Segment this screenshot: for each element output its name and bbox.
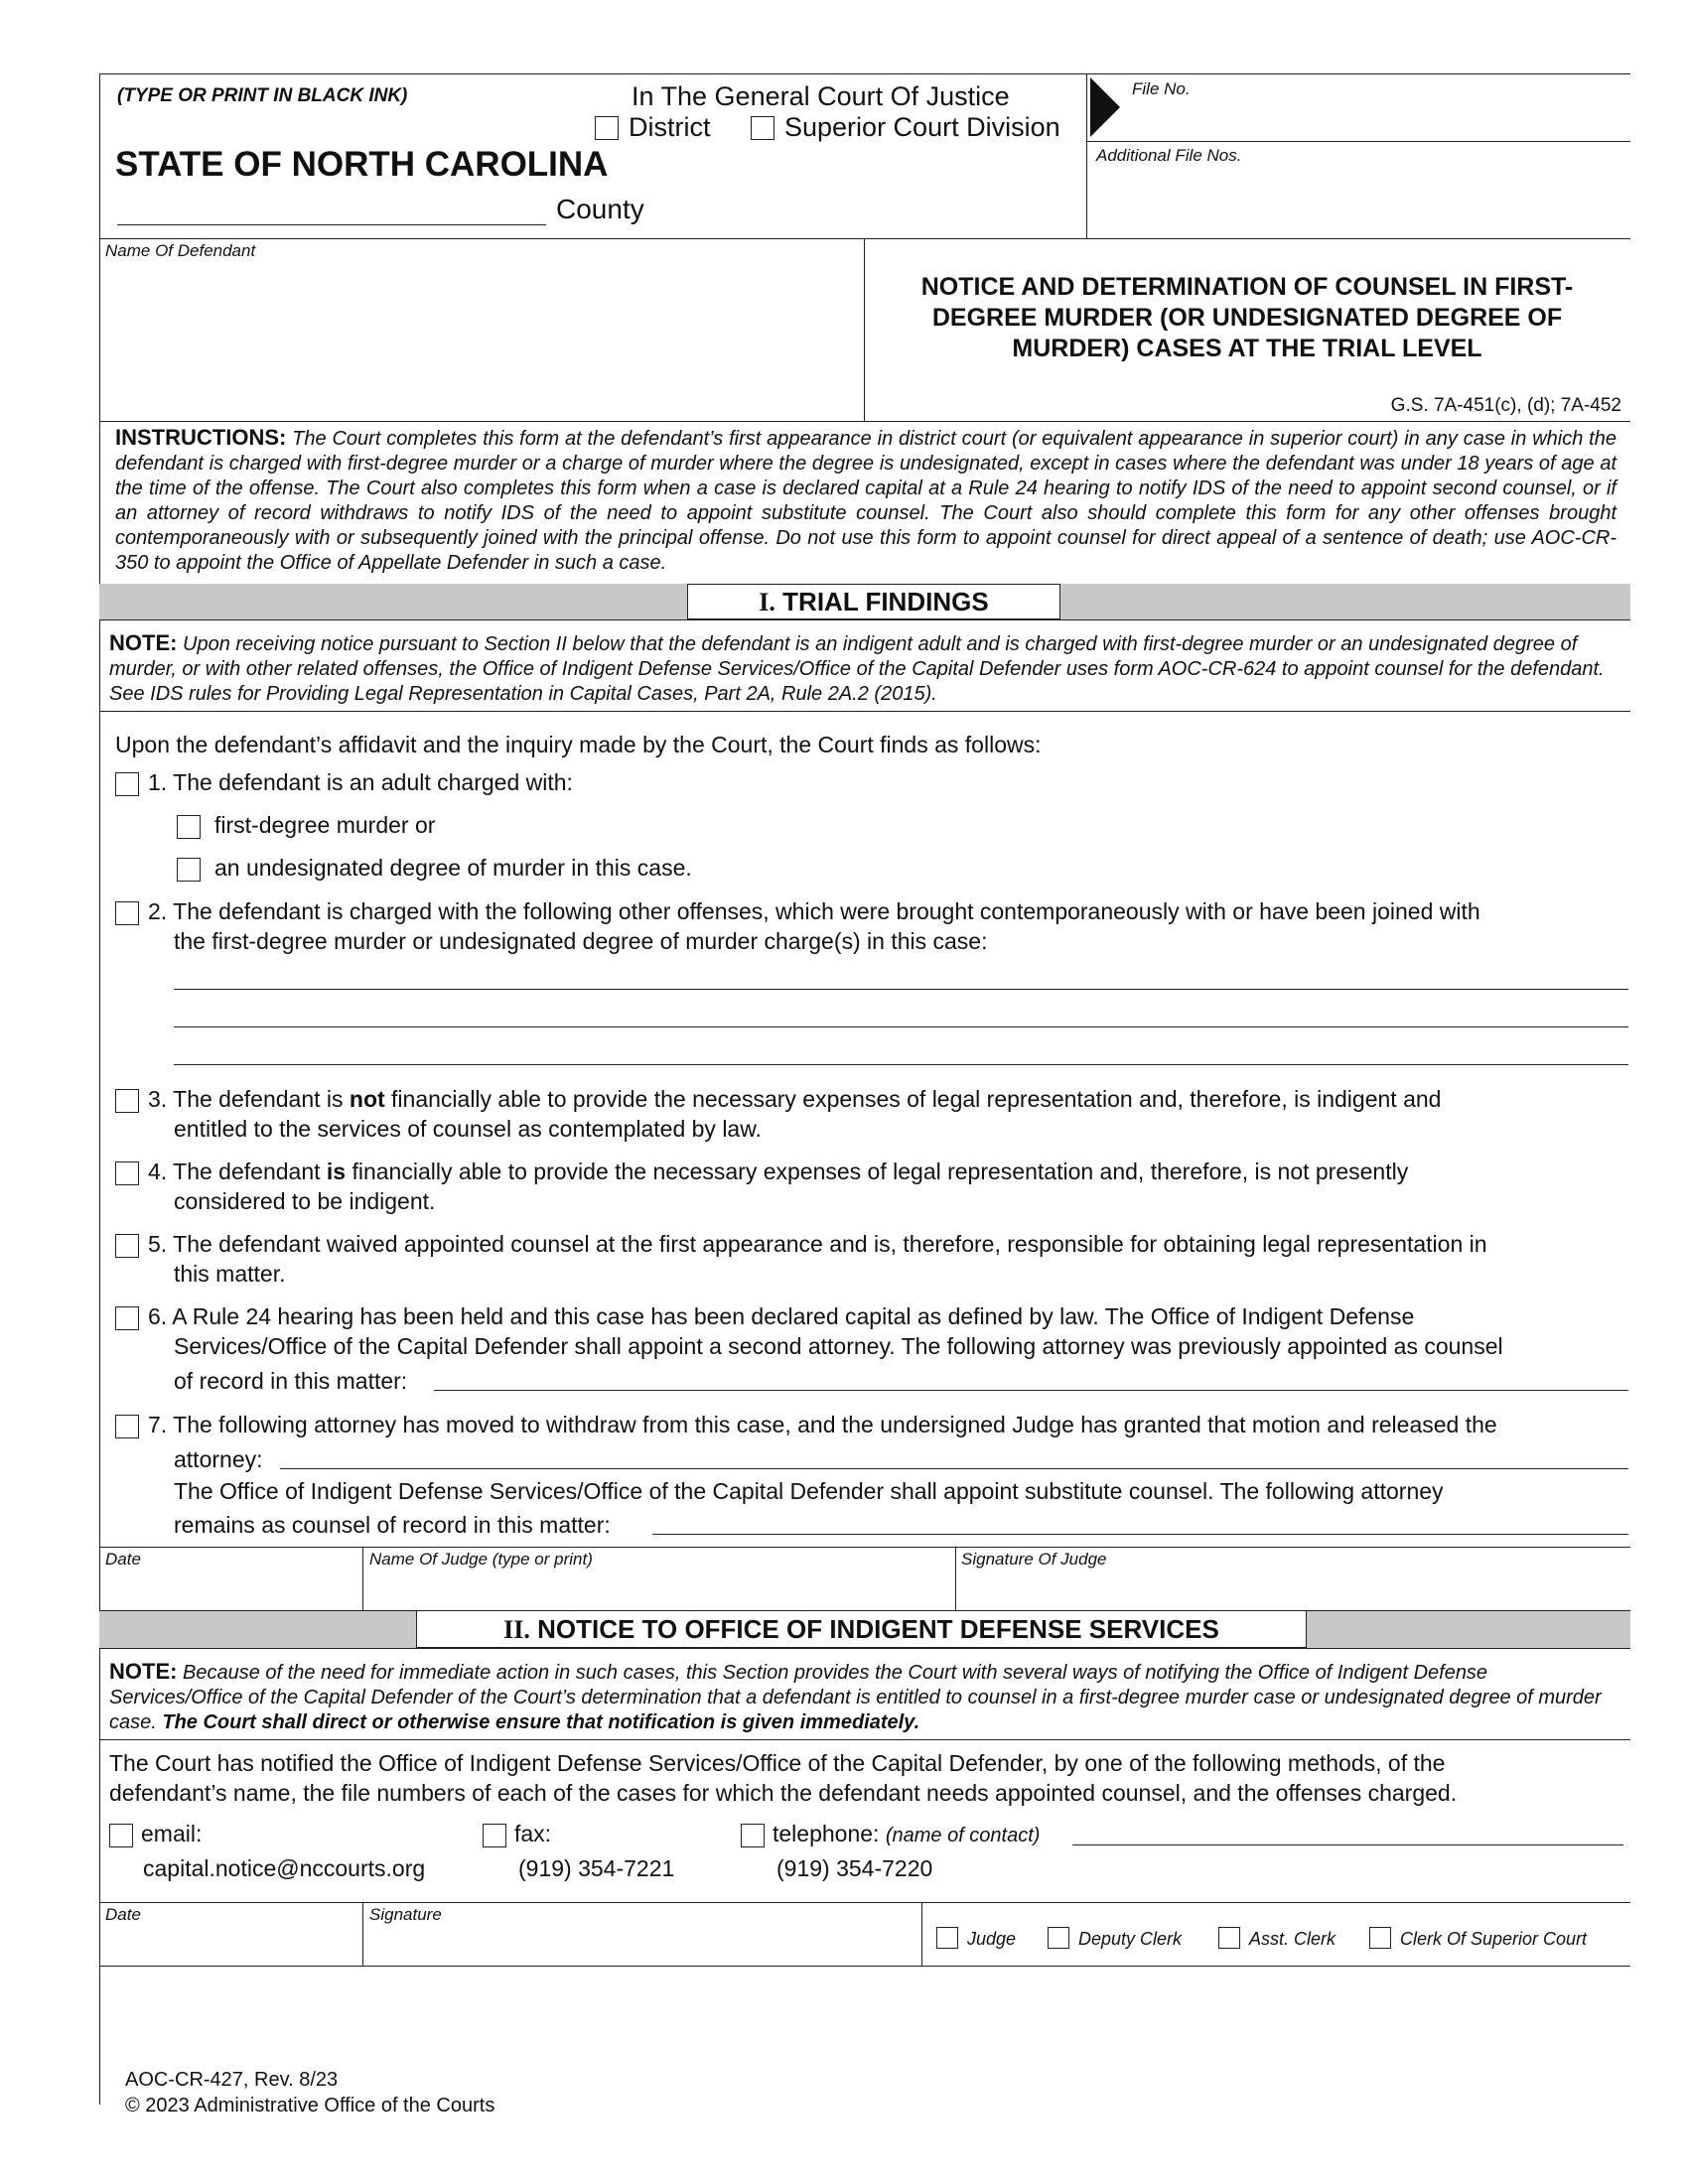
finding-4-post: financially able to provide the necessary expenses of legal representation and, therefore, is not presently <box>346 1159 1409 1184</box>
finding-4-checkbox[interactable] <box>115 1161 139 1185</box>
finding-5-checkbox[interactable] <box>115 1234 139 1258</box>
finding-6-line3: of record in this matter: <box>174 1368 408 1394</box>
first-degree-label: first-degree murder or <box>214 812 436 838</box>
finding-1-checkbox[interactable] <box>115 772 139 796</box>
deputy-clerk-label: Deputy Clerk <box>1078 1929 1183 1949</box>
judge-signature-label: Signature Of Judge <box>961 1550 1107 1569</box>
findings-intro: Upon the defendant’s affidavit and the inquiry made by the Court, the Court finds as follows: <box>115 732 1042 757</box>
additional-file-nos-input[interactable] <box>1096 169 1622 234</box>
finding-3-line2: entitled to the services of counsel as contemplated by law. <box>174 1116 762 1142</box>
fax-label: fax: <box>514 1821 552 1846</box>
signature-label: Signature <box>369 1905 442 1924</box>
judge-label: Judge <box>967 1929 1017 1949</box>
finding-2-checkbox[interactable] <box>115 901 139 925</box>
telephone-label-text: telephone: <box>773 1821 880 1846</box>
judge-name-label: Name Of Judge (type or print) <box>369 1550 593 1569</box>
finding-2-line1: 2. The defendant is charged with the following other offenses, which were brought contemporaneously with or have been joined with <box>148 898 1480 924</box>
district-checkbox[interactable] <box>595 116 619 140</box>
superior-checkbox[interactable] <box>751 116 774 140</box>
date-label-1: Date <box>105 1550 141 1569</box>
contact-name-field[interactable] <box>1072 1844 1623 1845</box>
judge-checkbox[interactable] <box>936 1927 958 1949</box>
telephone-label <box>773 1819 1040 1850</box>
withdrawn-attorney-field[interactable] <box>280 1468 1628 1469</box>
fax-checkbox[interactable] <box>483 1824 506 1847</box>
finding-4-line1 <box>148 1157 1408 1186</box>
defendant-bottom-rule <box>99 421 1630 422</box>
section2-heading <box>416 1610 1307 1648</box>
telephone-value: (919) 354-7220 <box>776 1855 933 1881</box>
asst-clerk-label: Asst. Clerk <box>1249 1929 1336 1949</box>
other-offense-line-2[interactable] <box>174 1026 1628 1027</box>
finding-7-line4: remains as counsel of record in this matter: <box>174 1512 611 1538</box>
additional-file-nos-label: Additional File Nos. <box>1096 146 1242 165</box>
finding-7-line1: 7. The following attorney has moved to withdraw from this case, and the undersigned Judge has granted that motion and released the <box>148 1412 1497 1437</box>
court-title: In The General Court Of Justice <box>632 81 1010 111</box>
instructions-text: The Court completes this form at the defendant’s first appearance in district court (or equivalent appearance in superior court) in any case in which the defendant is charged with first-degree murder or a charge of murder where the degree is undesignated, except in cases where the defendant was under 18 years of age at the time of the offense. The Court also completes this form when a case is declared capital at a Rule 24 hearing to notify IDS of the need to appoint second counsel, or if an attorney of record withdraws to notify IDS of the need to appoint substitute counsel. The Court also should complete this form for any other offenses brought contemporaneously with or subsequently joined with the principal offense. Do not use this form to appoint counsel for direct appeal of a sentence of death; use AOC-CR-350 to appoint the Office of Appellate Defender in such a case. <box>115 428 1617 574</box>
email-value: capital.notice@nccourts.org <box>143 1855 426 1881</box>
header-divider <box>1086 73 1087 238</box>
undesignated-label: an undesignated degree of murder in this case. <box>214 855 692 881</box>
finding-1-text: 1. The defendant is an adult charged with: <box>148 769 573 795</box>
finding-5-line1: 5. The defendant waived appointed counsel at the first appearance and is, therefore, responsible for obtaining legal representation in <box>148 1231 1487 1257</box>
state-name: STATE OF NORTH CAROLINA <box>115 145 609 184</box>
ink-note: (TYPE OR PRINT IN BLACK INK) <box>117 85 408 106</box>
district-label: District <box>629 112 711 142</box>
section2-band-top <box>99 1610 1630 1611</box>
section1-heading <box>687 584 1060 619</box>
date-input-2[interactable] <box>103 1926 357 1962</box>
judge-name-input[interactable] <box>367 1570 951 1606</box>
file-no-label: File No. <box>1132 79 1191 98</box>
file-no-input[interactable] <box>1124 99 1620 137</box>
section1-note-text: Upon receiving notice pursuant to Section II below that the defendant is an indigent adult and is charged with first-degree murder or an undesignated degree of murder, or with other related offenses, the Office of Indigent Defense Services/Office of the Capital Defender uses form AOC-CR-624 to appoint counsel for the defendant. See IDS rules for Providing Legal Representation in Capital Cases, Part 2A, Rule 2A.2 (2015). <box>109 633 1605 705</box>
finding-2-line2: the first-degree murder or undesignated degree of murder charge(s) in this case: <box>174 928 988 954</box>
date-label-2: Date <box>105 1905 141 1924</box>
defendant-name-label: Name Of Defendant <box>105 241 256 260</box>
email-checkbox[interactable] <box>109 1824 133 1847</box>
section1-note <box>109 630 1618 707</box>
sig1-divider-b <box>955 1547 956 1610</box>
finding-5-line2: this matter. <box>174 1261 286 1287</box>
findings-bottom-rule <box>99 1547 1630 1548</box>
section2-note-text: Because of the need for immediate action in such cases, this Section provides the Court with several ways of notifying the Office of Indigent Defense Services/Office of the Capital Defender of the Court’s determination that a defendant is entitled to counsel in a first-degree murder case or undesignated degree of murder case. <box>109 1662 1602 1733</box>
top-border <box>99 73 1630 74</box>
form-title: NOTICE AND DETERMINATION OF COUNSEL IN FIRST-DEGREE MURDER (OR UNDESIGNATED DEGREE OF MURDER) CASES AT THE TRIAL LEVEL <box>920 273 1574 362</box>
finding-7-line3: The Office of Indigent Defense Services/Office of the Capital Defender shall appoint substitute counsel. The following attorney <box>174 1478 1444 1504</box>
section2-numeral: II. <box>503 1615 530 1644</box>
statute-reference: G.S. 7A-451(c), (d); 7A-452 <box>1390 395 1621 416</box>
finding-4-bold: is <box>326 1159 347 1184</box>
defendant-divider <box>864 238 865 422</box>
header-bottom-rule <box>99 238 1630 239</box>
date-input-1[interactable] <box>103 1570 357 1606</box>
undesignated-checkbox[interactable] <box>177 858 201 882</box>
finding-3-pre: 3. The defendant is <box>148 1086 350 1112</box>
instructions-lead: INSTRUCTIONS: <box>115 425 287 450</box>
file-no-divider <box>1086 141 1630 142</box>
section1-numeral: I. <box>759 588 775 616</box>
note2-bottom-rule <box>99 1739 1630 1740</box>
section1-band-rule <box>99 619 1630 620</box>
finding-4-line2: considered to be indigent. <box>174 1188 436 1214</box>
sig2-bottom-rule <box>99 1966 1630 1967</box>
section1-title: TRIAL FINDINGS <box>782 587 989 616</box>
note1-bottom-rule <box>99 711 1630 712</box>
asst-clerk-checkbox[interactable] <box>1218 1927 1240 1949</box>
county-label: County <box>556 194 644 224</box>
fax-value: (919) 354-7221 <box>518 1855 675 1881</box>
instructions <box>115 425 1617 576</box>
sig2-divider-a <box>362 1902 363 1966</box>
form-number: AOC-CR-427, Rev. 8/23 <box>125 2069 339 2091</box>
section2-note-lead: NOTE: <box>109 1659 178 1684</box>
judge-signature-input[interactable] <box>959 1570 1624 1606</box>
clerk-superior-label: Clerk Of Superior Court <box>1400 1929 1588 1949</box>
finding-6-line1: 6. A Rule 24 hearing has been held and this case has been declared capital as defined by law. The Office of Indigent Defense <box>148 1303 1415 1329</box>
email-label: email: <box>141 1821 203 1846</box>
notify-bottom-rule <box>99 1902 1630 1903</box>
defendant-name-input[interactable] <box>105 266 856 415</box>
county-field[interactable] <box>117 224 546 225</box>
finding-6-checkbox[interactable] <box>115 1306 139 1330</box>
remaining-counsel-field[interactable] <box>652 1534 1628 1535</box>
section2-note-bold: The Court shall direct or otherwise ensure that notification is given immediately. <box>162 1711 920 1733</box>
telephone-checkbox[interactable] <box>741 1824 765 1847</box>
section1-note-lead: NOTE: <box>109 630 178 655</box>
deputy-clerk-checkbox[interactable] <box>1048 1927 1069 1949</box>
finding-7-checkbox[interactable] <box>115 1415 139 1438</box>
first-degree-checkbox[interactable] <box>177 815 201 839</box>
telephone-hint: (name of contact) <box>885 1825 1041 1846</box>
other-offense-line-1[interactable] <box>174 989 1628 990</box>
file-arrow-icon <box>1090 77 1120 137</box>
section2-title: NOTICE TO OFFICE OF INDIGENT DEFENSE SERVICES <box>537 1614 1219 1644</box>
notify-line-1: The Court has notified the Office of Indigent Defense Services/Office of the Capital Defender, by one of the following methods, of the <box>109 1750 1446 1776</box>
superior-label: Superior Court Division <box>784 112 1060 142</box>
sig2-divider-b <box>921 1902 922 1966</box>
section2-band-rule <box>99 1648 1630 1649</box>
clerk-superior-checkbox[interactable] <box>1369 1927 1391 1949</box>
finding-4-pre: 4. The defendant <box>148 1159 327 1184</box>
left-border <box>99 73 100 2105</box>
signature-input[interactable] <box>367 1926 915 1962</box>
finding-6-line2: Services/Office of the Capital Defender shall appoint a second attorney. The following attorney was previously appointed as counsel <box>174 1333 1503 1359</box>
finding-7-line2: attorney: <box>174 1446 263 1472</box>
notify-line-2: defendant’s name, the file numbers of each of the cases for which the defendant needs appointed counsel, and the offenses charged. <box>109 1780 1458 1806</box>
other-offense-line-3[interactable] <box>174 1064 1628 1065</box>
finding-3-post: financially able to provide the necessary expenses of legal representation and, therefore, is indigent and <box>384 1086 1442 1112</box>
sig1-divider-a <box>362 1547 363 1610</box>
previous-counsel-field[interactable] <box>434 1390 1628 1391</box>
copyright: © 2023 Administrative Office of the Courts <box>125 2095 495 2116</box>
section2-note <box>109 1659 1618 1735</box>
finding-3-bold: not <box>349 1086 385 1112</box>
finding-3-checkbox[interactable] <box>115 1089 139 1113</box>
finding-3-line1 <box>148 1084 1441 1114</box>
